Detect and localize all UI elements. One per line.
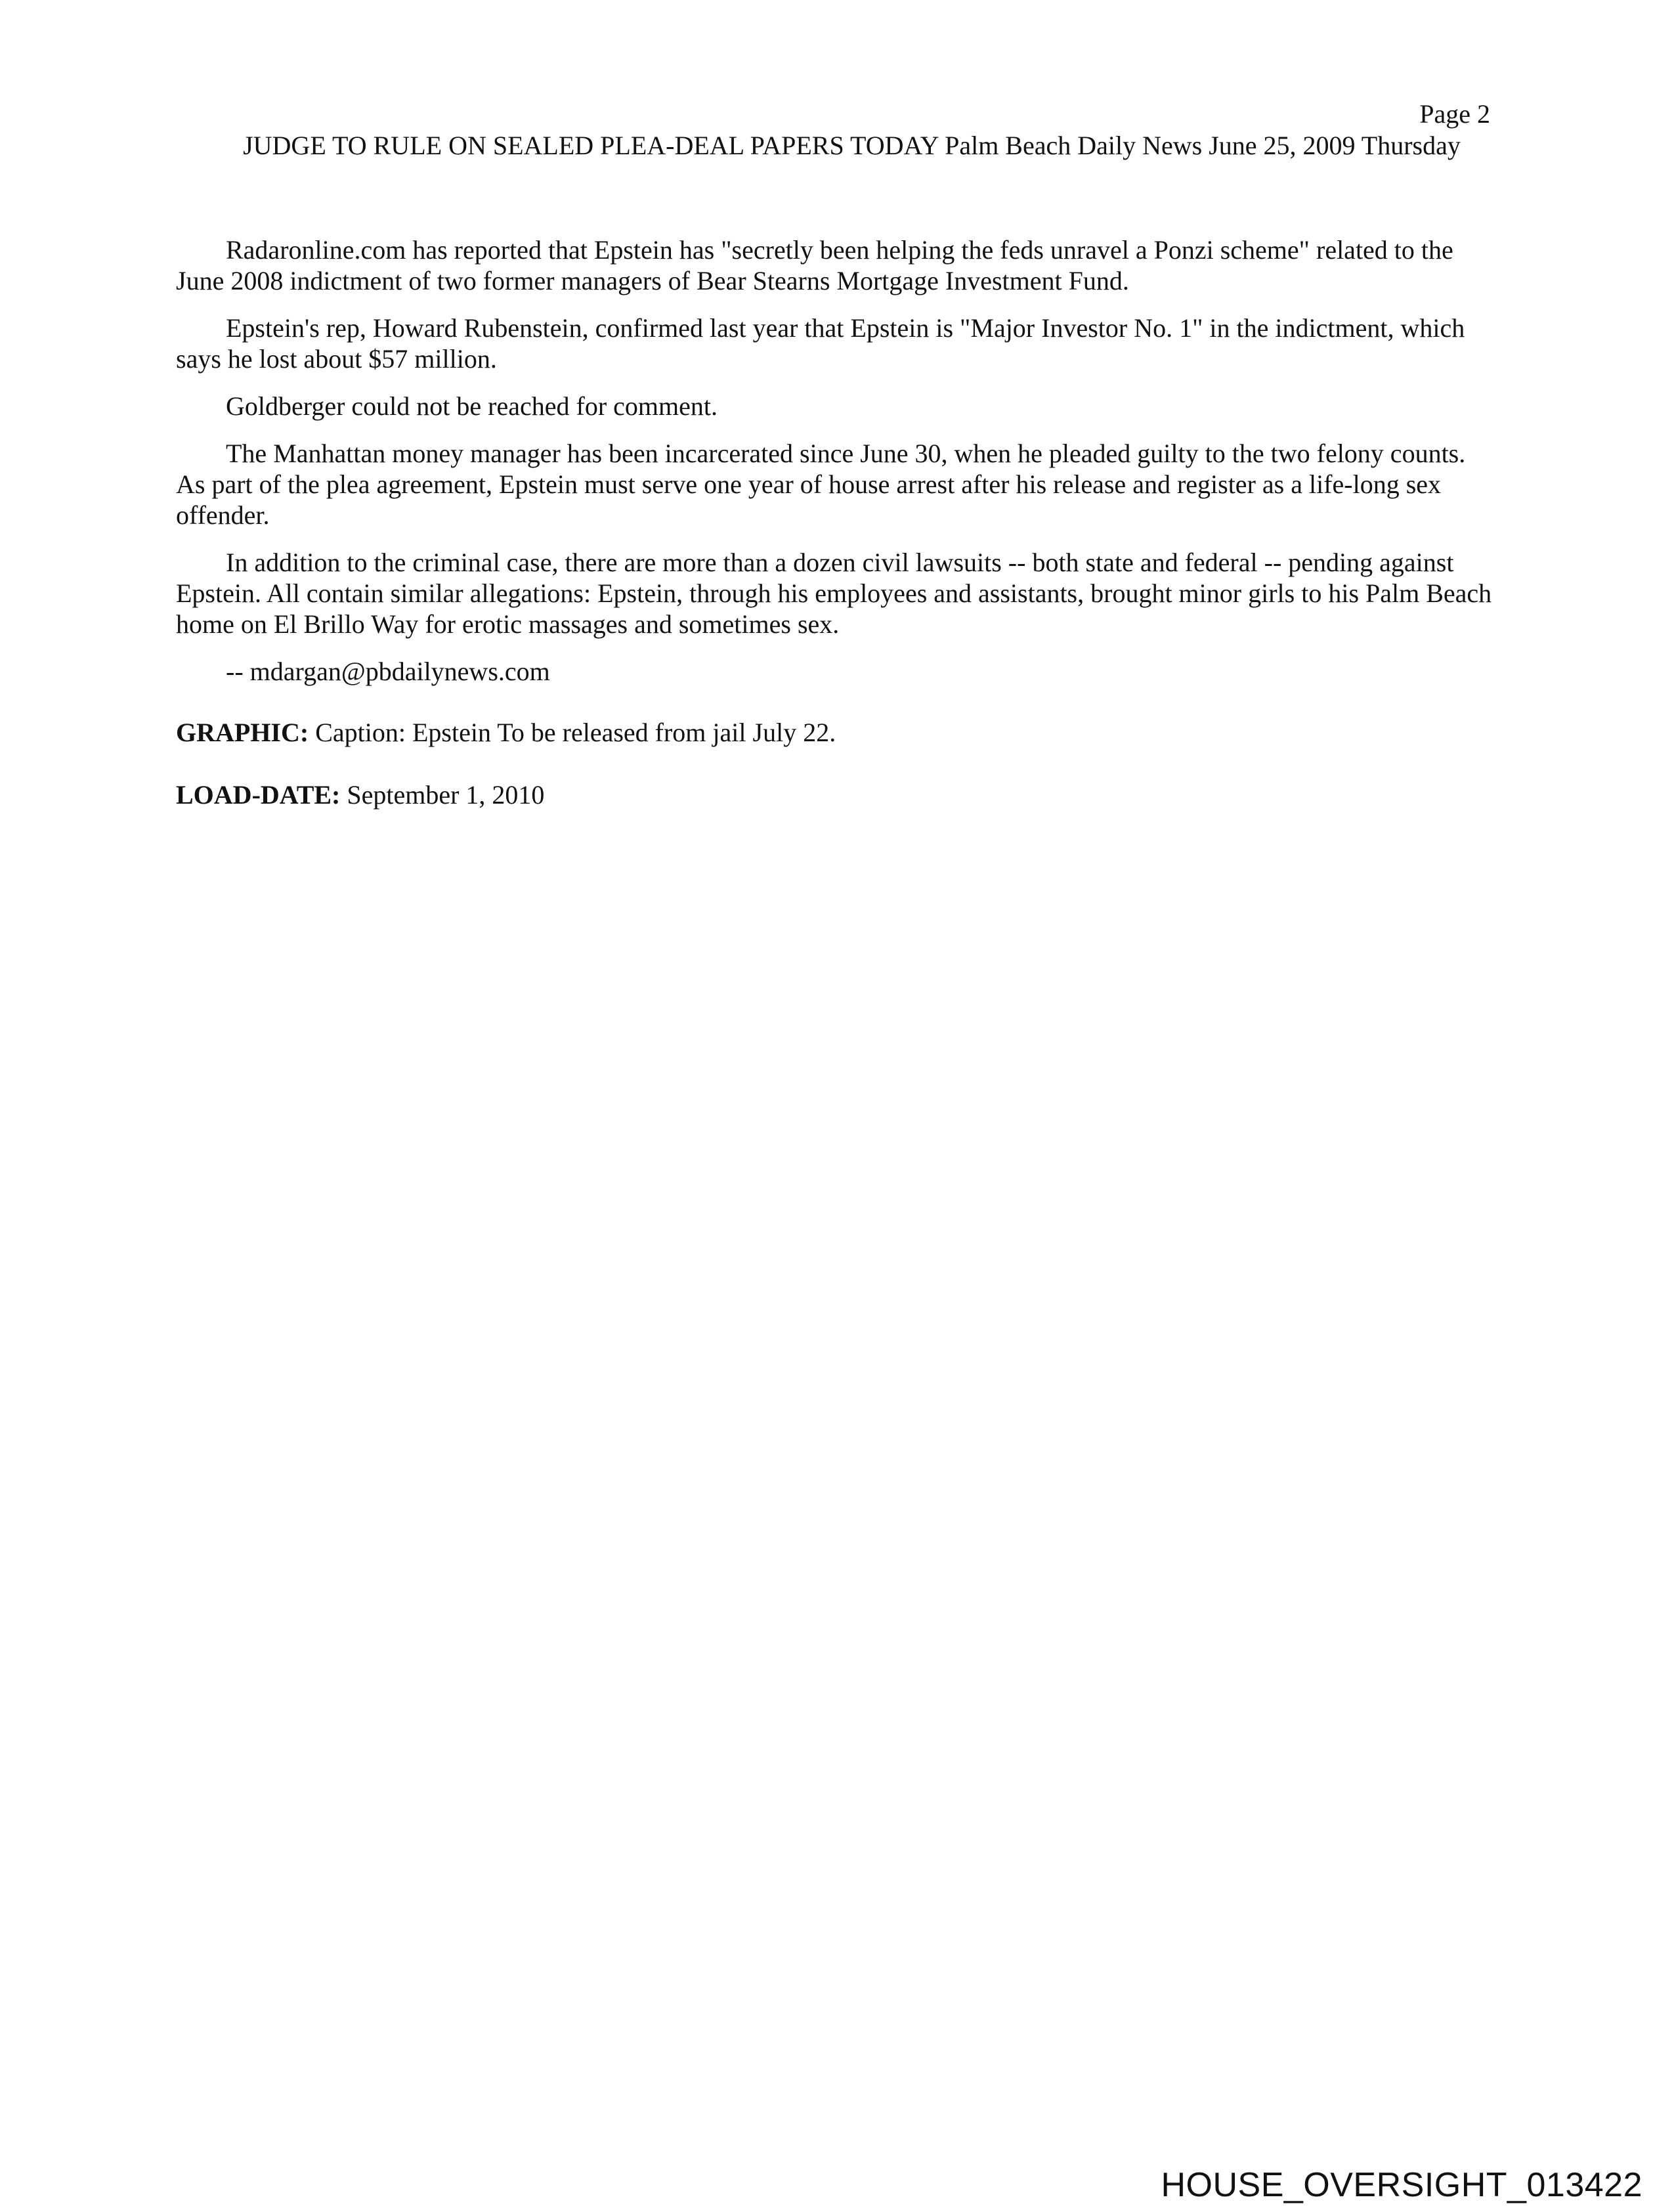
bates-number: HOUSE_OVERSIGHT_013422 [1161, 2166, 1642, 2204]
article-body [176, 234, 1499, 810]
article-paragraph: The Manhattan money manager has been incarcerated since June 30, when he pleaded guilty to the two felony counts. As part of the plea agreement, Epstein must serve one year of house arrest after his release and register as a life-long sex offender. [176, 439, 1466, 530]
article-paragraph: Epstein's rep, Howard Rubenstein, confirmed last year that Epstein is "Major Investor No. 1" in the indictment, which says he lost about $57 million. [176, 313, 1465, 374]
load-date-label: LOAD-DATE: [176, 780, 341, 810]
page-number: Page 2 [1419, 99, 1490, 129]
graphic-label: GRAPHIC: [176, 718, 309, 747]
graphic-caption: Caption: Epstein To be released from jail July 22. [309, 718, 836, 747]
load-date-value: September 1, 2010 [340, 780, 545, 810]
article-paragraph: In addition to the criminal case, there are more than a dozen civil lawsuits -- both state and federal -- pending against Epstein. All contain similar allegations: Epstein, through his employees and assistants, brought minor girls to his Palm Beach home on El Brillo Way for erotic massages and sometimes sex. [176, 548, 1492, 639]
running-header: JUDGE TO RULE ON SEALED PLEA-DEAL PAPERS TODAY Palm Beach Daily News June 25, 2009 Thursday [243, 131, 1461, 160]
load-date-field [176, 779, 1499, 810]
article-paragraph: Radaronline.com has reported that Epstein has "secretly been helping the feds unravel a Ponzi scheme" related to the June 2008 indictment of two former managers of Bear Stearns Mortgage Investment Fund. [176, 235, 1453, 295]
graphic-field [176, 717, 1499, 748]
article-paragraph: Goldberger could not be reached for comment. [226, 391, 718, 421]
author-email: -- mdargan@pbdailynews.com [226, 657, 550, 686]
